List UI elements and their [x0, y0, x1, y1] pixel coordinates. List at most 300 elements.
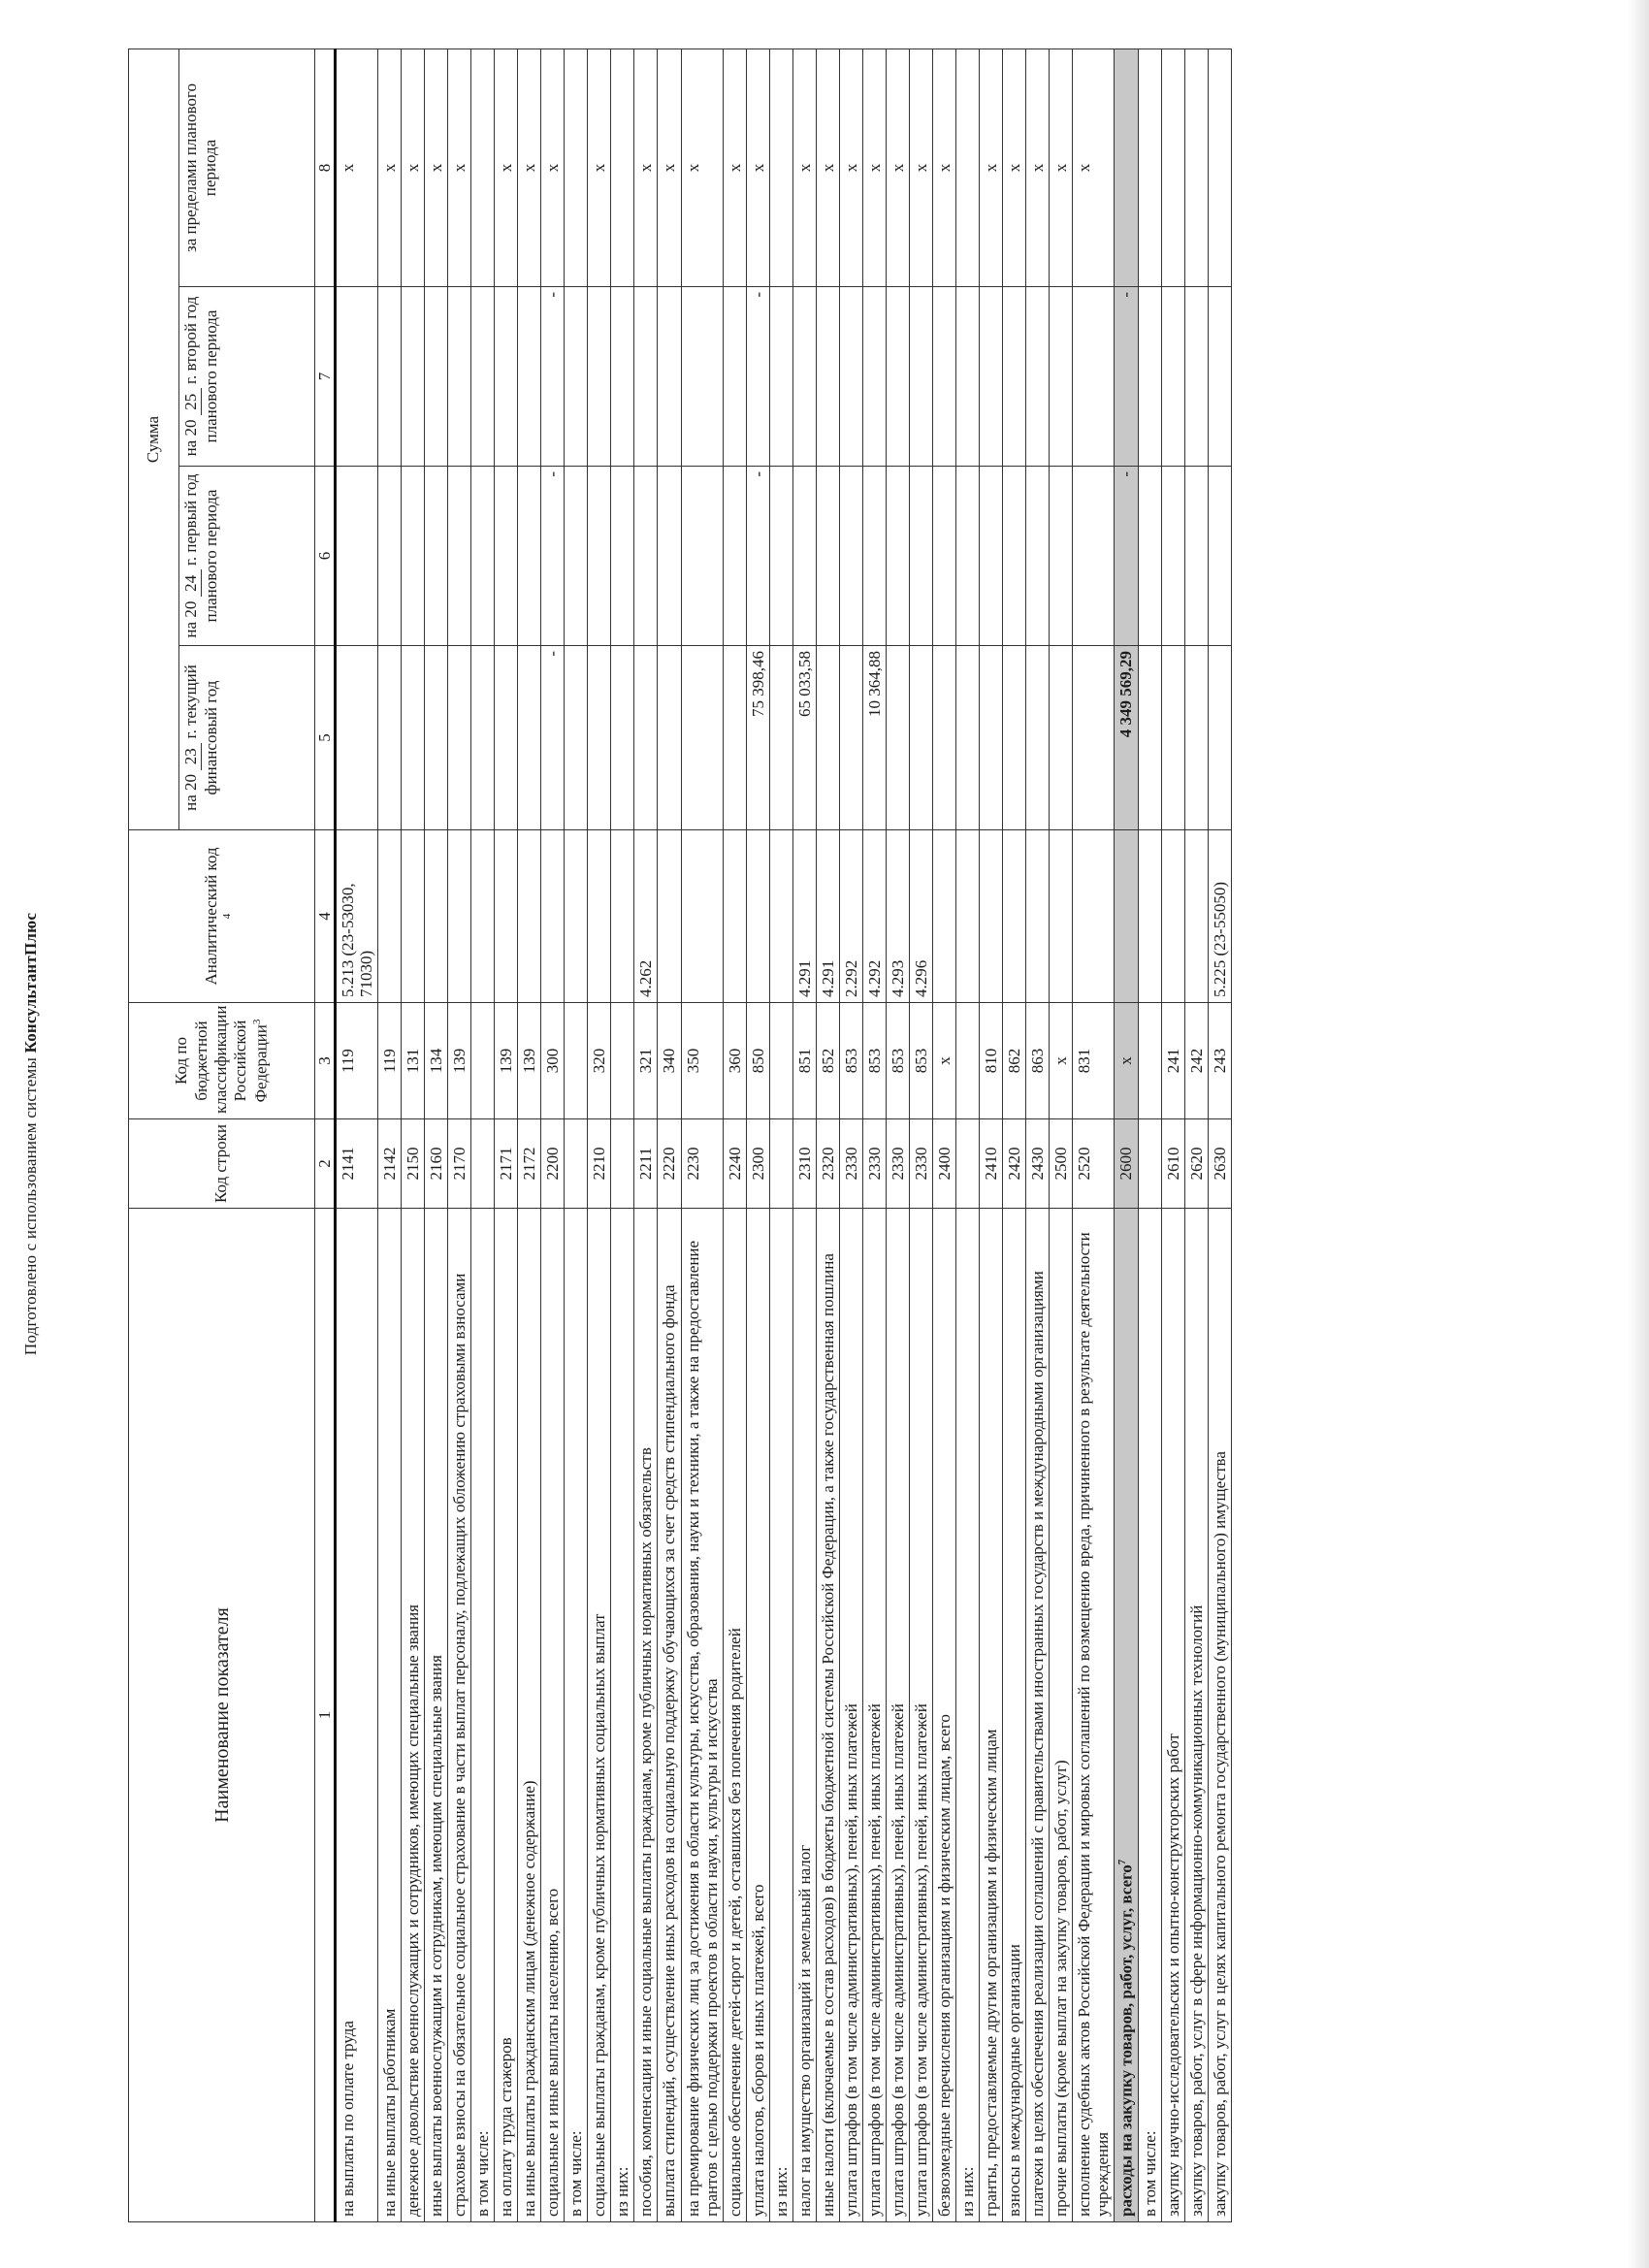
col-number: 3	[315, 1003, 336, 1119]
row-analytic-code	[402, 830, 425, 1003]
row-name	[565, 1209, 588, 2222]
col-number: 4	[315, 830, 336, 1003]
row-analytic-code	[1050, 830, 1073, 1003]
row-name-text: уплата налогов, сборов и иных платежей, всего	[748, 1884, 767, 2217]
row-name	[634, 1209, 658, 2222]
row-sum-current	[1050, 646, 1073, 830]
table-row	[611, 49, 634, 2221]
row-kbk: 139	[448, 1003, 471, 1119]
row-sum-second	[1161, 287, 1184, 467]
row-name-text: выплата стипендий, осуществление иных расходов на социальную поддержку обучающихся за счет средств стипендиального фонда	[660, 1284, 679, 2217]
row-sum-first	[839, 467, 862, 646]
row-analytic-code	[1025, 830, 1049, 1003]
row-code: 2610	[1161, 1119, 1184, 1209]
row-kbk: 119	[336, 1003, 378, 1119]
row-sum-beyond: x	[518, 49, 541, 286]
row-analytic-code: 5.225 (23-55050)	[1208, 830, 1231, 1003]
row-sum-first	[1161, 467, 1184, 646]
table-row	[932, 49, 955, 2221]
table-row	[839, 49, 862, 2221]
row-name	[1002, 1209, 1025, 2222]
row-sum-second	[1208, 287, 1231, 467]
row-sum-current	[658, 646, 681, 830]
row-sum-current	[1184, 646, 1208, 830]
row-kbk: 242	[1184, 1003, 1208, 1119]
row-analytic-code	[495, 830, 518, 1003]
row-name	[769, 1209, 792, 2222]
row-code: 2630	[1208, 1119, 1231, 1209]
row-analytic-code	[658, 830, 681, 1003]
row-kbk: 853	[909, 1003, 932, 1119]
y2-post: г. первый год планового периода	[181, 473, 221, 623]
row-code: 2170	[448, 1119, 471, 1209]
row-sum-second	[378, 287, 402, 467]
row-sum-first: -	[1115, 467, 1139, 646]
row-sum-first	[336, 467, 378, 646]
row-kbk: 852	[816, 1003, 839, 1119]
row-code: 2320	[816, 1119, 839, 1209]
row-name	[723, 1209, 746, 2222]
table-row	[495, 49, 518, 2221]
row-sum-current	[816, 646, 839, 830]
row-kbk: 243	[1208, 1003, 1231, 1119]
row-name-text: из них:	[613, 2166, 632, 2217]
row-sum-current	[1025, 646, 1049, 830]
table-row	[723, 49, 746, 2221]
table-row	[886, 49, 909, 2221]
row-analytic-code: 4.292	[862, 830, 886, 1003]
row-name-text: безвозмездные перечисления организациям и физическим лицам, всего	[934, 1714, 954, 2217]
table-row	[1050, 49, 1073, 2221]
row-analytic-code	[955, 830, 979, 1003]
table-row	[1025, 49, 1049, 2221]
row-sum-second	[634, 287, 658, 467]
row-name	[1025, 1209, 1049, 2222]
row-name-text: исполнение судебных актов Российской Федерации и мировых соглашений по возмещению вреда, причиненного в результате деятельности учреждения	[1075, 1232, 1113, 2217]
table-row	[518, 49, 541, 2221]
row-sum-current	[886, 646, 909, 830]
row-analytic-code	[518, 830, 541, 1003]
row-kbk: 853	[862, 1003, 886, 1119]
row-sum-second	[565, 287, 588, 467]
row-analytic-code	[932, 830, 955, 1003]
row-sum-current: 75 398,46	[746, 646, 769, 830]
row-sum-beyond	[1208, 49, 1231, 286]
row-code: 2230	[681, 1119, 723, 1209]
header-code: Код строки	[129, 1119, 315, 1209]
row-sum-second	[336, 287, 378, 467]
col-number: 7	[315, 287, 336, 467]
table-row	[634, 49, 658, 2221]
row-name-text: в том числе:	[566, 2130, 586, 2217]
row-analytic-code: 2.292	[839, 830, 862, 1003]
row-name	[792, 1209, 816, 2222]
row-sum-current: -	[541, 646, 565, 830]
y1-year: 23	[181, 743, 202, 770]
row-code	[471, 1119, 495, 1209]
row-sum-beyond: x	[425, 49, 448, 286]
table-row	[1138, 49, 1161, 2221]
row-name	[425, 1209, 448, 2222]
row-name	[886, 1209, 909, 2222]
row-sum-second	[816, 287, 839, 467]
row-sum-first	[909, 467, 932, 646]
table-row	[681, 49, 723, 2221]
y2-pre: на 20	[181, 600, 200, 638]
row-name	[611, 1209, 634, 2222]
header-name: Наименование показателя	[129, 1209, 315, 2222]
row-kbk: x	[1115, 1003, 1139, 1119]
row-name-text: уплата штрафов (в том числе административных), пеней, иных платежей	[911, 1703, 930, 2217]
row-sum-current	[588, 646, 611, 830]
row-sum-current	[1161, 646, 1184, 830]
row-sum-beyond	[955, 49, 979, 286]
table-row	[1115, 49, 1139, 2221]
row-sum-current	[471, 646, 495, 830]
row-name	[932, 1209, 955, 2222]
row-sum-beyond	[471, 49, 495, 286]
budget-table	[128, 49, 1232, 2222]
row-sum-second	[611, 287, 634, 467]
row-code	[769, 1119, 792, 1209]
source-note	[21, 0, 41, 2268]
row-code: 2400	[932, 1119, 955, 1209]
row-sum-current: 4 349 569,29	[1115, 646, 1139, 830]
row-sum-second: -	[1115, 287, 1139, 467]
row-sum-second	[1002, 287, 1025, 467]
row-kbk: 139	[518, 1003, 541, 1119]
row-kbk: 862	[1002, 1003, 1025, 1119]
row-analytic-code	[565, 830, 588, 1003]
row-name	[955, 1209, 979, 2222]
row-name-text: на иные выплаты гражданским лицам (денежное содержание)	[520, 1780, 539, 2217]
row-name-text: налог на имущество организаций и земельный налог	[794, 1844, 814, 2217]
row-name-text: на оплату труда стажеров	[497, 2037, 516, 2217]
row-sum-second	[979, 287, 1002, 467]
row-sum-current	[425, 646, 448, 830]
table-row	[1073, 49, 1115, 2221]
row-sum-first	[955, 467, 979, 646]
row-code: 2330	[909, 1119, 932, 1209]
table-row	[425, 49, 448, 2221]
row-kbk	[955, 1003, 979, 1119]
header-analytic-text: Аналитический код	[201, 847, 220, 986]
row-analytic-code: 5.213 (23-53030, 71030)	[336, 830, 378, 1003]
y1-pre: на 20	[181, 773, 200, 811]
row-sum-beyond: x	[909, 49, 932, 286]
row-kbk	[769, 1003, 792, 1119]
row-sum-current	[402, 646, 425, 830]
row-name-text: социальные и иные выплаты населению, всего	[543, 1888, 563, 2217]
row-sum-first	[1073, 467, 1115, 646]
row-sum-second	[769, 287, 792, 467]
row-name	[471, 1209, 495, 2222]
row-sum-first	[1138, 467, 1161, 646]
row-name	[402, 1209, 425, 2222]
row-analytic-code	[769, 830, 792, 1003]
row-analytic-code	[541, 830, 565, 1003]
row-sum-current	[932, 646, 955, 830]
row-sum-beyond	[565, 49, 588, 286]
table-row	[909, 49, 932, 2221]
row-code	[565, 1119, 588, 1209]
row-analytic-code	[723, 830, 746, 1003]
table-row	[588, 49, 611, 2221]
row-analytic-code	[471, 830, 495, 1003]
row-sum-beyond	[1138, 49, 1161, 286]
row-sum-first	[1050, 467, 1073, 646]
row-sum-beyond: x	[681, 49, 723, 286]
row-sum-second	[723, 287, 746, 467]
header-kbk-text: Код по бюджетной классификации Российской Федерации	[172, 1005, 271, 1114]
table-row	[1184, 49, 1208, 2221]
row-code	[955, 1119, 979, 1209]
row-sum-beyond	[769, 49, 792, 286]
row-sum-first	[1184, 467, 1208, 646]
row-sum-beyond: x	[402, 49, 425, 286]
table-row	[541, 49, 565, 2221]
row-name	[378, 1209, 402, 2222]
row-sum-beyond: x	[839, 49, 862, 286]
table-row	[955, 49, 979, 2221]
row-name-text: уплата штрафов (в том числе административных), пеней, иных платежей	[888, 1703, 907, 2217]
row-code: 2420	[1002, 1119, 1025, 1209]
row-sum-first	[1208, 467, 1231, 646]
y3-post: г. второй год планового периода	[181, 296, 221, 443]
row-analytic-code	[1184, 830, 1208, 1003]
row-code: 2300	[746, 1119, 769, 1209]
row-sum-beyond: x	[1050, 49, 1073, 286]
row-name-text: на выплаты по оплате труда	[339, 2021, 358, 2217]
row-sum-current	[909, 646, 932, 830]
row-name	[448, 1209, 471, 2222]
row-sum-second	[1184, 287, 1208, 467]
row-name	[1073, 1209, 1115, 2222]
y3-pre: на 20	[181, 419, 200, 457]
row-sum-second	[402, 287, 425, 467]
row-sum-second	[909, 287, 932, 467]
row-analytic-code	[425, 830, 448, 1003]
row-kbk: x	[932, 1003, 955, 1119]
row-name-text: закупку научно-исследовательских и опытно-конструкторских работ	[1163, 1733, 1182, 2217]
row-sum-first	[792, 467, 816, 646]
row-sum-beyond: x	[378, 49, 402, 286]
table-row	[816, 49, 839, 2221]
row-name-text: в том числе:	[1140, 2130, 1159, 2217]
row-sum-current: 65 033,58	[792, 646, 816, 830]
row-sum-first: -	[541, 467, 565, 646]
row-kbk: 300	[541, 1003, 565, 1119]
row-name	[979, 1209, 1002, 2222]
row-footnote: 7	[1116, 1859, 1129, 1865]
table-row	[1161, 49, 1184, 2221]
col-number: 1	[315, 1209, 336, 2222]
row-code: 2430	[1025, 1119, 1049, 1209]
row-sum-beyond: x	[816, 49, 839, 286]
row-sum-current	[839, 646, 862, 830]
row-kbk: 340	[658, 1003, 681, 1119]
row-code: 2330	[862, 1119, 886, 1209]
row-sum-first	[723, 467, 746, 646]
row-code: 2220	[658, 1119, 681, 1209]
row-code: 2150	[402, 1119, 425, 1209]
row-sum-second	[886, 287, 909, 467]
row-name	[746, 1209, 769, 2222]
row-kbk: x	[1050, 1003, 1073, 1119]
row-sum-beyond: x	[723, 49, 746, 286]
row-sum-first	[816, 467, 839, 646]
row-name	[1138, 1209, 1161, 2222]
row-sum-current	[769, 646, 792, 830]
row-code: 2171	[495, 1119, 518, 1209]
row-name	[839, 1209, 862, 2222]
row-sum-second	[1138, 287, 1161, 467]
row-kbk	[1138, 1003, 1161, 1119]
row-code: 2211	[634, 1119, 658, 1209]
row-sum-second	[839, 287, 862, 467]
row-kbk	[611, 1003, 634, 1119]
table-row	[448, 49, 471, 2221]
row-code: 2520	[1073, 1119, 1115, 1209]
row-name-text: взносы в международные организации	[1004, 1944, 1023, 2217]
table-body	[336, 49, 1232, 2221]
row-name-text: гранты, предоставляемые другим организациям и физическим лицам	[981, 1729, 1000, 2217]
row-sum-first	[425, 467, 448, 646]
row-sum-first	[611, 467, 634, 646]
row-sum-first	[518, 467, 541, 646]
table-row	[792, 49, 816, 2221]
table-row	[378, 49, 402, 2221]
row-sum-beyond: x	[886, 49, 909, 286]
table-row	[1208, 49, 1231, 2221]
source-note-text: Подготовлено с использованием системы	[21, 1053, 40, 1356]
row-name	[1161, 1209, 1184, 2222]
row-analytic-code	[1073, 830, 1115, 1003]
row-name-text: расходы на закупку товаров, работ, услуг, всего	[1116, 1864, 1136, 2217]
header-analytic	[129, 830, 315, 1003]
row-sum-second	[471, 287, 495, 467]
row-kbk: 321	[634, 1003, 658, 1119]
row-code: 2200	[541, 1119, 565, 1209]
row-sum-first	[588, 467, 611, 646]
row-sum-current	[1073, 646, 1115, 830]
row-sum-second	[448, 287, 471, 467]
row-analytic-code: 4.293	[886, 830, 909, 1003]
row-sum-beyond: x	[1002, 49, 1025, 286]
row-name	[909, 1209, 932, 2222]
row-kbk	[471, 1003, 495, 1119]
row-sum-second: -	[541, 287, 565, 467]
row-name-text: уплата штрафов (в том числе административных), пеней, иных платежей	[864, 1703, 884, 2217]
y3-year: 25	[181, 388, 202, 415]
row-sum-current	[448, 646, 471, 830]
row-sum-second	[518, 287, 541, 467]
row-sum-second	[1073, 287, 1115, 467]
row-code: 2160	[425, 1119, 448, 1209]
row-sum-current	[336, 646, 378, 830]
table-row	[402, 49, 425, 2221]
row-kbk: 851	[792, 1003, 816, 1119]
row-sum-beyond: x	[932, 49, 955, 286]
header-beyond: за пределами планового периода	[179, 49, 315, 286]
row-code: 2410	[979, 1119, 1002, 1209]
row-name-text: из них:	[771, 2166, 791, 2217]
table-row	[862, 49, 886, 2221]
row-sum-second	[1025, 287, 1049, 467]
row-name	[658, 1209, 681, 2222]
row-sum-current	[979, 646, 1002, 830]
row-sum-first	[979, 467, 1002, 646]
table-row	[746, 49, 769, 2221]
row-sum-first	[495, 467, 518, 646]
row-sum-second	[658, 287, 681, 467]
row-sum-beyond	[611, 49, 634, 286]
header-year-second	[179, 287, 315, 467]
row-sum-current	[1208, 646, 1231, 830]
row-name-text: иные выплаты военнослужащим и сотрудникам, имеющим специальные звания	[427, 1655, 446, 2217]
row-name-text: социальное обеспечение детей-сирот и детей, оставшихся без попечения родителей	[725, 1628, 744, 2217]
header-kbk	[129, 1003, 315, 1119]
row-name	[862, 1209, 886, 2222]
row-kbk: 131	[402, 1003, 425, 1119]
row-sum-current	[611, 646, 634, 830]
row-sum-first	[471, 467, 495, 646]
row-sum-current	[955, 646, 979, 830]
row-name-text: платежи в целях обеспечения реализации соглашений с правительствами иностранных государств и международными организациями	[1027, 1271, 1047, 2217]
row-name	[681, 1209, 723, 2222]
row-sum-beyond: x	[792, 49, 816, 286]
row-name-text: прочие выплаты (кроме выплат на закупку товаров, работ, услуг)	[1051, 1760, 1070, 2217]
row-name-text: в том числе:	[473, 2130, 493, 2217]
row-sum-current	[495, 646, 518, 830]
row-sum-current	[723, 646, 746, 830]
row-kbk	[565, 1003, 588, 1119]
row-sum-beyond: x	[862, 49, 886, 286]
row-sum-beyond: x	[495, 49, 518, 286]
row-name-text: страховые взносы на обязательное социальное страхование в части выплат персоналу, подлежащих обложению страховыми взносами	[450, 1273, 469, 2217]
row-sum-first	[862, 467, 886, 646]
y2-year: 24	[181, 569, 202, 597]
row-name	[1050, 1209, 1073, 2222]
row-analytic-code	[611, 830, 634, 1003]
row-name	[336, 1209, 378, 2222]
row-sum-second	[955, 287, 979, 467]
row-code: 2330	[886, 1119, 909, 1209]
row-sum-beyond: x	[448, 49, 471, 286]
row-analytic-code: 4.296	[909, 830, 932, 1003]
y1-post: г. текущий финансовый год	[181, 664, 221, 795]
row-name	[1208, 1209, 1231, 2222]
row-sum-beyond: x	[1073, 49, 1115, 286]
source-note-brand: КонсультантПлюс	[21, 912, 40, 1053]
row-analytic-code	[588, 830, 611, 1003]
row-sum-beyond	[1184, 49, 1208, 286]
row-name-text: пособия, компенсации и иные социальные выплаты гражданам, кроме публичных нормативных обязательств	[636, 1447, 656, 2217]
row-name-text: на иные выплаты работникам	[380, 2008, 400, 2217]
header-analytic-sup: 4	[221, 913, 234, 920]
row-name-text: закупку товаров, работ, услуг в целях капитального ремонта государственного (муниципального) имущества	[1210, 1451, 1229, 2217]
table-row	[769, 49, 792, 2221]
table-row	[1002, 49, 1025, 2221]
row-analytic-code	[448, 830, 471, 1003]
row-sum-second	[425, 287, 448, 467]
row-name	[1184, 1209, 1208, 2222]
row-sum-first	[769, 467, 792, 646]
row-sum-current	[1002, 646, 1025, 830]
row-code: 2240	[723, 1119, 746, 1209]
row-sum-beyond	[1161, 49, 1184, 286]
row-code: 2600	[1115, 1119, 1139, 1209]
